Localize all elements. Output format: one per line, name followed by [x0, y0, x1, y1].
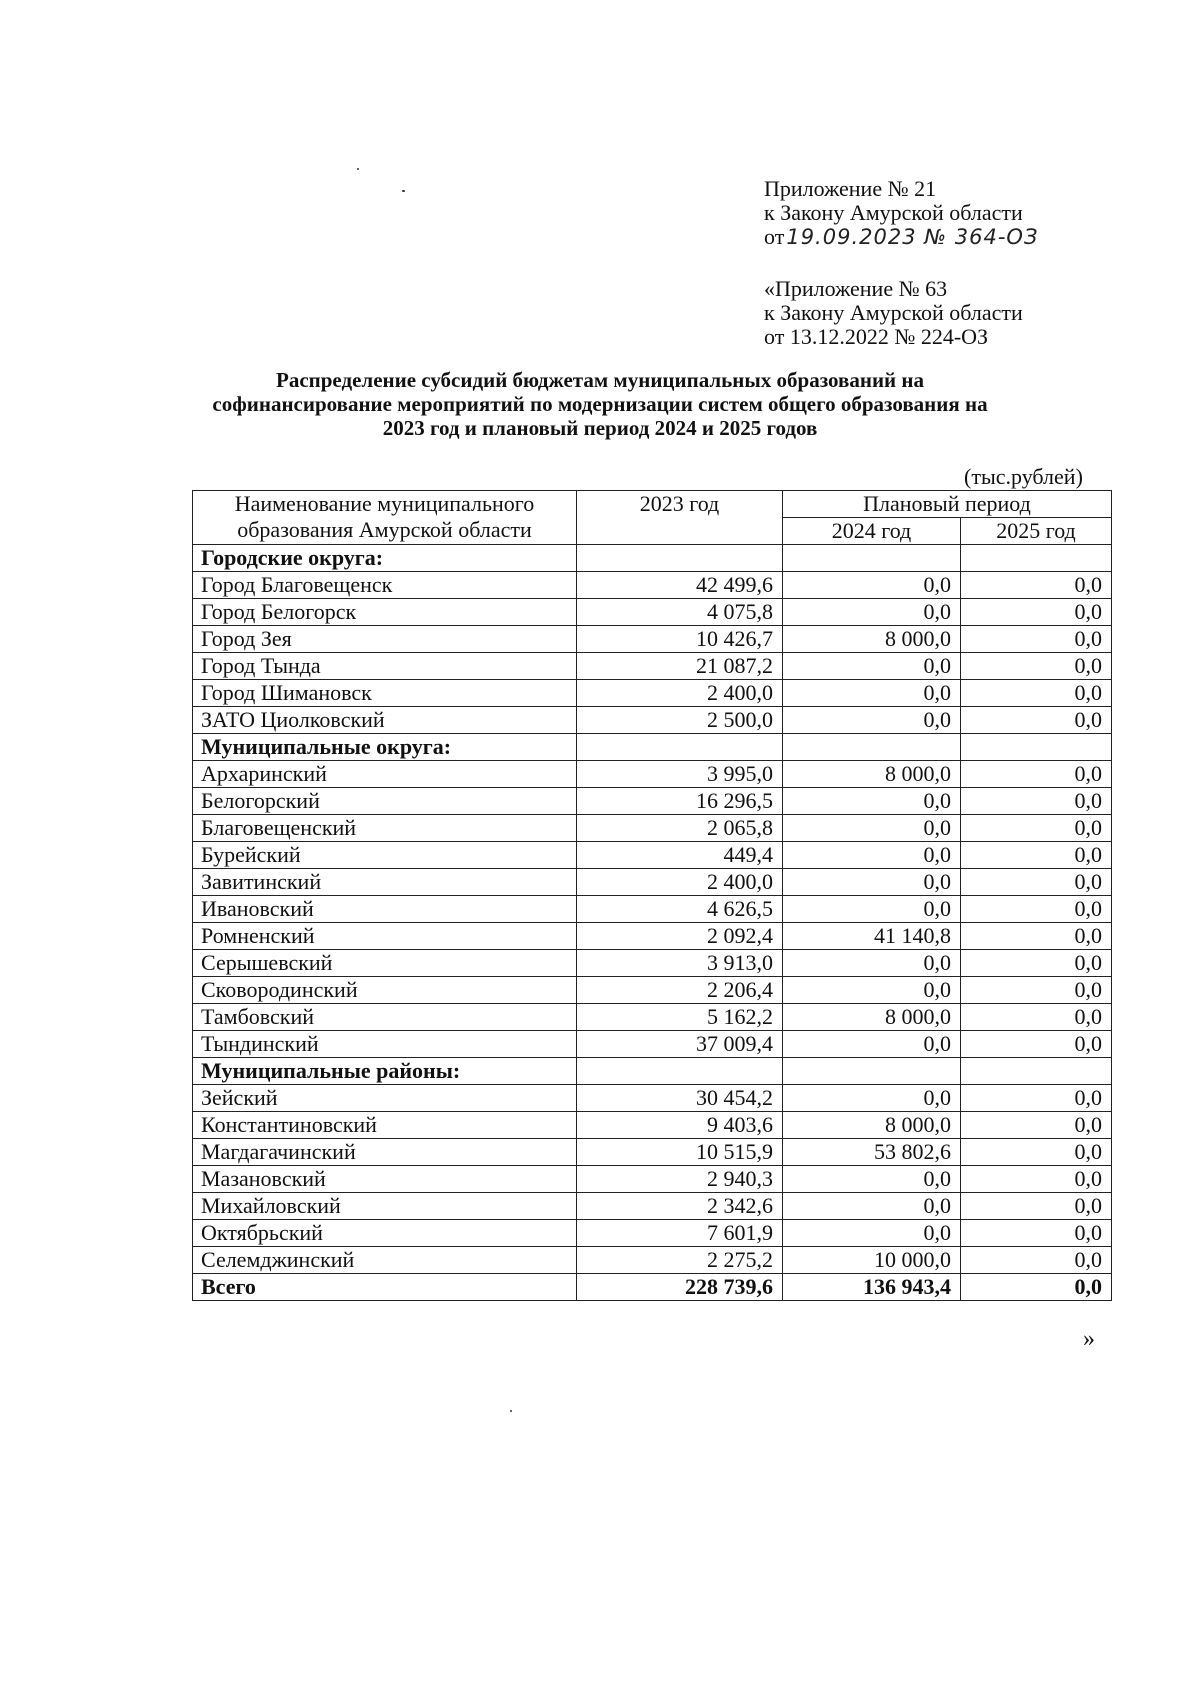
value-2025: 0,0: [961, 1085, 1112, 1112]
value-2025: 0,0: [961, 950, 1112, 977]
municipality-name: Михайловский: [193, 1193, 577, 1220]
table-row: [193, 1166, 1112, 1193]
municipality-name: Константиновский: [193, 1112, 577, 1139]
table-row: [193, 1193, 1112, 1220]
empty-cell: [961, 545, 1112, 572]
value-2023: 37 009,4: [577, 1031, 783, 1058]
municipality-name: Зейский: [193, 1085, 577, 1112]
value-2025: 0,0: [961, 680, 1112, 707]
municipality-name: ЗАТО Циолковский: [193, 707, 577, 734]
table-row: [193, 1085, 1112, 1112]
municipality-name: Благовещенский: [193, 815, 577, 842]
units-note: (тыс.рублей): [964, 464, 1083, 489]
table-row: [193, 869, 1112, 896]
closing-quote: »: [1083, 1326, 1095, 1352]
total-2025: 0,0: [961, 1274, 1112, 1301]
value-2023: 2 342,6: [577, 1193, 783, 1220]
value-2024: 0,0: [783, 950, 961, 977]
municipality-name: Город Тында: [193, 653, 577, 680]
value-2025: 0,0: [961, 1166, 1112, 1193]
value-2024: 0,0: [783, 599, 961, 626]
table-row: [193, 1220, 1112, 1247]
table-row: [193, 653, 1112, 680]
value-2023: 2 065,8: [577, 815, 783, 842]
header-name-line: Наименование муниципального: [234, 491, 535, 516]
value-2024: 0,0: [783, 896, 961, 923]
municipality-name: Тындинский: [193, 1031, 577, 1058]
title-line: софинансирование мероприятий по модернизации систем общего образования на: [212, 392, 988, 416]
table-row: [193, 1247, 1112, 1274]
table-row: [193, 842, 1112, 869]
appendix-number: Приложение № 21: [764, 176, 937, 201]
value-2025: 0,0: [961, 599, 1112, 626]
table-row: [193, 1112, 1112, 1139]
value-2024: 0,0: [783, 1193, 961, 1220]
value-2023: 3 913,0: [577, 950, 783, 977]
value-2025: 0,0: [961, 977, 1112, 1004]
municipality-name: Белогорский: [193, 788, 577, 815]
handwritten-date-number: 19.09.2023 № 364-ОЗ: [786, 225, 1039, 249]
value-2024: 53 802,6: [783, 1139, 961, 1166]
empty-cell: [783, 545, 961, 572]
value-2024: 8 000,0: [783, 761, 961, 788]
value-2024: 8 000,0: [783, 1004, 961, 1031]
value-2024: 0,0: [783, 869, 961, 896]
scan-speck: [357, 168, 359, 170]
section-header-row: [193, 1058, 1112, 1085]
value-2024: 0,0: [783, 707, 961, 734]
municipality-name: Город Шимановск: [193, 680, 577, 707]
table-row: [193, 923, 1112, 950]
municipality-name: Магдагачинский: [193, 1139, 577, 1166]
total-2023: 228 739,6: [577, 1274, 783, 1301]
value-2024: 0,0: [783, 1220, 961, 1247]
total-label: Всего: [193, 1274, 577, 1301]
appendix-date-line: от 13.12.2022 № 224-ОЗ: [764, 324, 989, 349]
municipality-name: Город Благовещенск: [193, 572, 577, 599]
appendix-law-reference: к Закону Амурской области: [764, 300, 1023, 325]
value-2023: 4 626,5: [577, 896, 783, 923]
value-2023: 30 454,2: [577, 1085, 783, 1112]
table-row: [193, 977, 1112, 1004]
table-row: [193, 599, 1112, 626]
value-2024: 0,0: [783, 1166, 961, 1193]
table-row: [193, 626, 1112, 653]
municipality-name: Завитинский: [193, 869, 577, 896]
appendix-number: «Приложение № 63: [764, 276, 948, 301]
document-title: [180, 368, 1020, 440]
value-2025: 0,0: [961, 788, 1112, 815]
value-2024: 10 000,0: [783, 1247, 961, 1274]
column-header-municipality: [193, 491, 577, 545]
table-row: [193, 1004, 1112, 1031]
value-2025: 0,0: [961, 896, 1112, 923]
value-2025: 0,0: [961, 842, 1112, 869]
empty-cell: [783, 1058, 961, 1085]
section-header-row: [193, 734, 1112, 761]
value-2023: 2 400,0: [577, 680, 783, 707]
header-name-line: образования Амурской области: [237, 517, 532, 542]
value-2024: 0,0: [783, 653, 961, 680]
total-2024: 136 943,4: [783, 1274, 961, 1301]
value-2023: 2 500,0: [577, 707, 783, 734]
value-2025: 0,0: [961, 1139, 1112, 1166]
value-2023: 10 426,7: [577, 626, 783, 653]
section-title: Муниципальные округа:: [193, 734, 577, 761]
value-2025: 0,0: [961, 1112, 1112, 1139]
empty-cell: [577, 545, 783, 572]
table-row: [193, 572, 1112, 599]
value-2025: 0,0: [961, 869, 1112, 896]
value-2024: 0,0: [783, 815, 961, 842]
value-2024: 8 000,0: [783, 626, 961, 653]
value-2025: 0,0: [961, 923, 1112, 950]
value-2023: 42 499,6: [577, 572, 783, 599]
value-2023: 10 515,9: [577, 1139, 783, 1166]
column-header-planned-period: Плановый период: [783, 491, 1112, 518]
column-header-2024: 2024 год: [783, 518, 961, 545]
value-2025: 0,0: [961, 1193, 1112, 1220]
value-2024: 0,0: [783, 572, 961, 599]
value-2023: 2 092,4: [577, 923, 783, 950]
table-row: [193, 1031, 1112, 1058]
appendix-date-prefix: от: [764, 224, 785, 249]
value-2025: 0,0: [961, 815, 1112, 842]
value-2023: 2 400,0: [577, 869, 783, 896]
scan-speck: [402, 190, 405, 192]
value-2023: 16 296,5: [577, 788, 783, 815]
municipality-name: Город Белогорск: [193, 599, 577, 626]
value-2025: 0,0: [961, 1004, 1112, 1031]
table-row: [193, 788, 1112, 815]
value-2024: 41 140,8: [783, 923, 961, 950]
section-header-row: [193, 545, 1112, 572]
value-2025: 0,0: [961, 572, 1112, 599]
table-body: [193, 545, 1112, 1301]
empty-cell: [577, 734, 783, 761]
municipality-name: Сковородинский: [193, 977, 577, 1004]
title-line: 2023 год и плановый период 2024 и 2025 годов: [382, 416, 818, 440]
column-header-2025: 2025 год: [961, 518, 1112, 545]
value-2025: 0,0: [961, 761, 1112, 788]
value-2023: 3 995,0: [577, 761, 783, 788]
value-2025: 0,0: [961, 626, 1112, 653]
value-2025: 0,0: [961, 1247, 1112, 1274]
value-2024: 0,0: [783, 1031, 961, 1058]
municipality-name: Ромненский: [193, 923, 577, 950]
table-row: [193, 761, 1112, 788]
table-row: [193, 680, 1112, 707]
subsidy-table: [192, 490, 1112, 1301]
scan-speck: [510, 1410, 512, 1412]
table-header-row: [193, 491, 1112, 518]
value-2023: 7 601,9: [577, 1220, 783, 1247]
municipality-name: Архаринский: [193, 761, 577, 788]
table-row: [193, 1139, 1112, 1166]
empty-cell: [783, 734, 961, 761]
appendix-header-old: [764, 277, 1023, 349]
municipality-name: Мазановский: [193, 1166, 577, 1193]
value-2024: 0,0: [783, 1085, 961, 1112]
section-title: Городские округа:: [193, 545, 577, 572]
value-2024: 0,0: [783, 680, 961, 707]
value-2025: 0,0: [961, 707, 1112, 734]
municipality-name: Селемджинский: [193, 1247, 577, 1274]
value-2023: 9 403,6: [577, 1112, 783, 1139]
table-row: [193, 707, 1112, 734]
municipality-name: Серышевский: [193, 950, 577, 977]
value-2025: 0,0: [961, 653, 1112, 680]
table-row: [193, 815, 1112, 842]
value-2024: 8 000,0: [783, 1112, 961, 1139]
value-2025: 0,0: [961, 1220, 1112, 1247]
appendix-date-line: [764, 225, 1038, 249]
value-2024: 0,0: [783, 788, 961, 815]
section-title: Муниципальные районы:: [193, 1058, 577, 1085]
appendix-header-new: [764, 177, 1038, 249]
total-row: [193, 1274, 1112, 1301]
appendix-law-reference: к Закону Амурской области: [764, 200, 1023, 225]
empty-cell: [961, 1058, 1112, 1085]
table-row: [193, 896, 1112, 923]
table-row: [193, 950, 1112, 977]
value-2024: 0,0: [783, 977, 961, 1004]
municipality-name: Октябрьский: [193, 1220, 577, 1247]
value-2023: 2 206,4: [577, 977, 783, 1004]
value-2023: 5 162,2: [577, 1004, 783, 1031]
value-2023: 2 940,3: [577, 1166, 783, 1193]
value-2024: 0,0: [783, 842, 961, 869]
value-2023: 2 275,2: [577, 1247, 783, 1274]
municipality-name: Ивановский: [193, 896, 577, 923]
value-2023: 449,4: [577, 842, 783, 869]
municipality-name: Город Зея: [193, 626, 577, 653]
value-2025: 0,0: [961, 1031, 1112, 1058]
municipality-name: Бурейский: [193, 842, 577, 869]
value-2023: 21 087,2: [577, 653, 783, 680]
municipality-name: Тамбовский: [193, 1004, 577, 1031]
title-line: Распределение субсидий бюджетам муниципальных образований на: [276, 368, 924, 392]
column-header-2023: 2023 год: [577, 491, 783, 545]
value-2023: 4 075,8: [577, 599, 783, 626]
empty-cell: [961, 734, 1112, 761]
empty-cell: [577, 1058, 783, 1085]
